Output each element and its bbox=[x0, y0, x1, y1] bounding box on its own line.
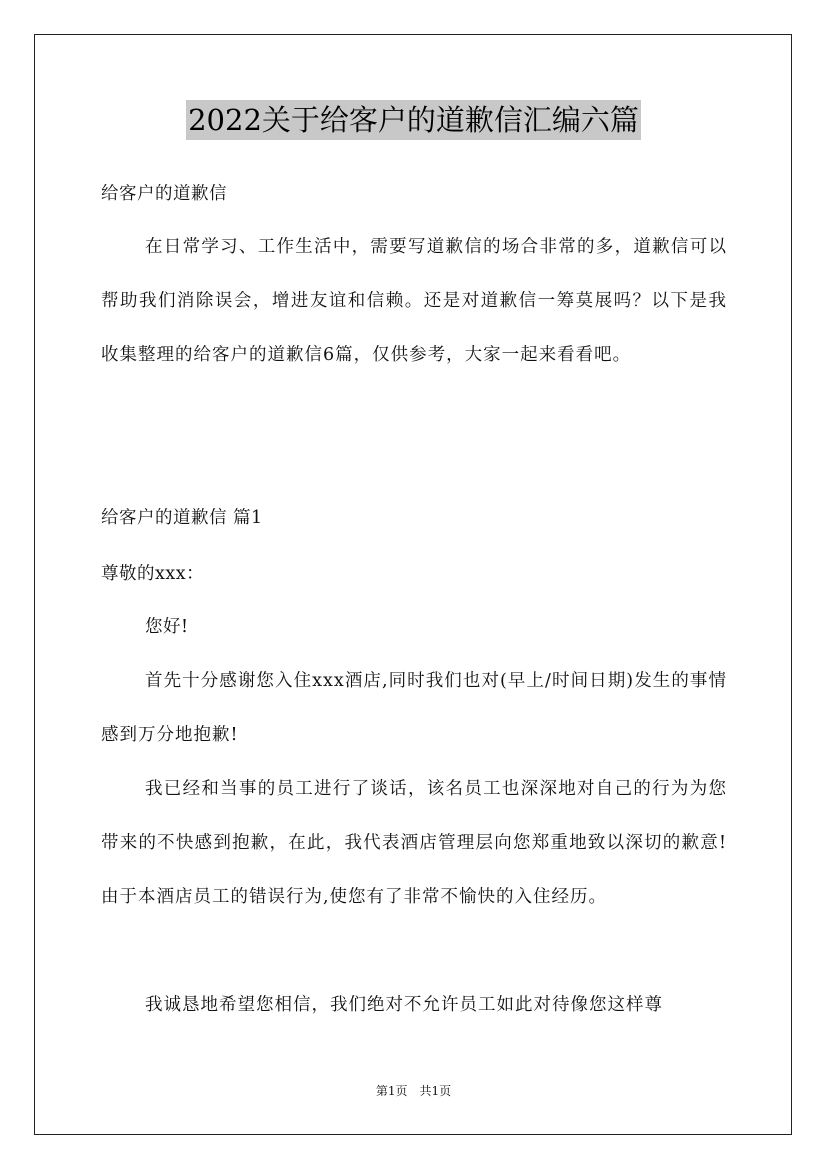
page-footer: 第1页 共1页 bbox=[375, 1084, 452, 1098]
paragraph-1: 首先十分感谢您入住xxx酒店,同时我们也对(早上/时间日期)发生的事情感到万分地抱歉! bbox=[101, 671, 727, 745]
intro-paragraph: 在日常学习、工作生活中，需要写道歉信的场合非常的多，道歉信可以帮助我们消除误会，增进友谊和信赖。还是对道歉信一筹莫展吗？以下是我收集整理的给客户的道歉信6篇，仅供参考，大家一起来看看吧。 bbox=[101, 237, 727, 365]
paragraph-3: 我诚恳地希望您相信，我们绝对不允许员工如此对待像您这样尊 bbox=[145, 995, 663, 1015]
document-title: 2022关于给客户的道歉信汇编六篇 bbox=[186, 100, 641, 140]
paragraph-2: 我已经和当事的员工进行了谈话，该名员工也深深地对自己的行为为您带来的不快感到抱歉，在此，我代表酒店管理层向您郑重地致以深切的歉意!由于本酒店员工的错误行为,使您有了非常不愉快的入住经历。 bbox=[101, 779, 727, 907]
salutation: 尊敬的xxx： bbox=[101, 564, 205, 584]
greeting: 您好! bbox=[145, 617, 189, 637]
title-container bbox=[0, 100, 827, 140]
section-heading: 给客户的道歉信 bbox=[101, 184, 227, 204]
article-heading: 给客户的道歉信 篇1 bbox=[101, 508, 263, 528]
